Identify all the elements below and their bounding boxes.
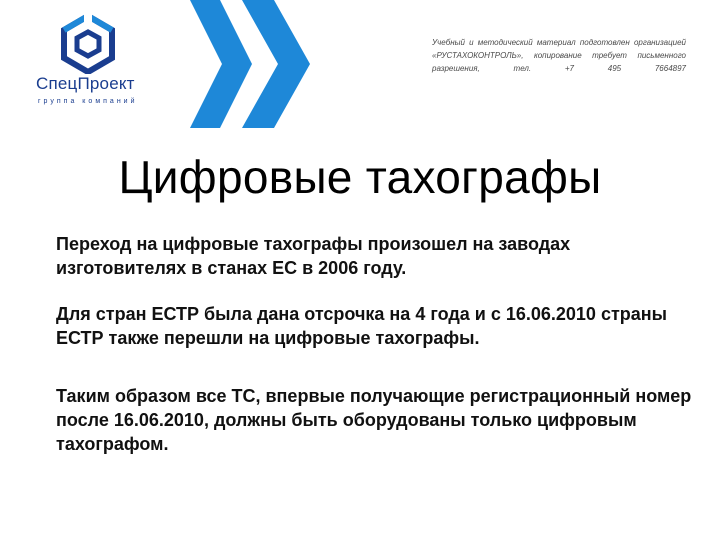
logo-name: СпецПроект (36, 74, 135, 93)
logo-hexagon-icon (60, 14, 116, 74)
chevron-arrows-icon (190, 0, 330, 128)
slide-body (56, 232, 696, 478)
company-logo (28, 14, 148, 106)
logo-subtitle: группа компаний (38, 98, 138, 105)
copyright-disclaimer: Учебный и методический материал подготовлен организацией «РУСТАХОКОНТРОЛЬ», копирование требует письменного разрешения, тел. +7 495 7664897 (432, 38, 686, 73)
paragraph: Таким образом все ТС, впервые получающие регистрационный номер после 16.06.2010, должны быть оборудованы только цифровым тахографом. (56, 386, 692, 454)
paragraph: Переход на цифровые тахографы произошел на заводах изготовителях в станах ЕС в 2006 году. (56, 234, 571, 278)
slide-title: Цифровые тахографы (118, 151, 602, 203)
paragraph: Для стран ЕСТР была дана отсрочка на 4 года и с 16.06.2010 страны ЕСТР также перешли на цифровые тахографы. (56, 304, 668, 348)
